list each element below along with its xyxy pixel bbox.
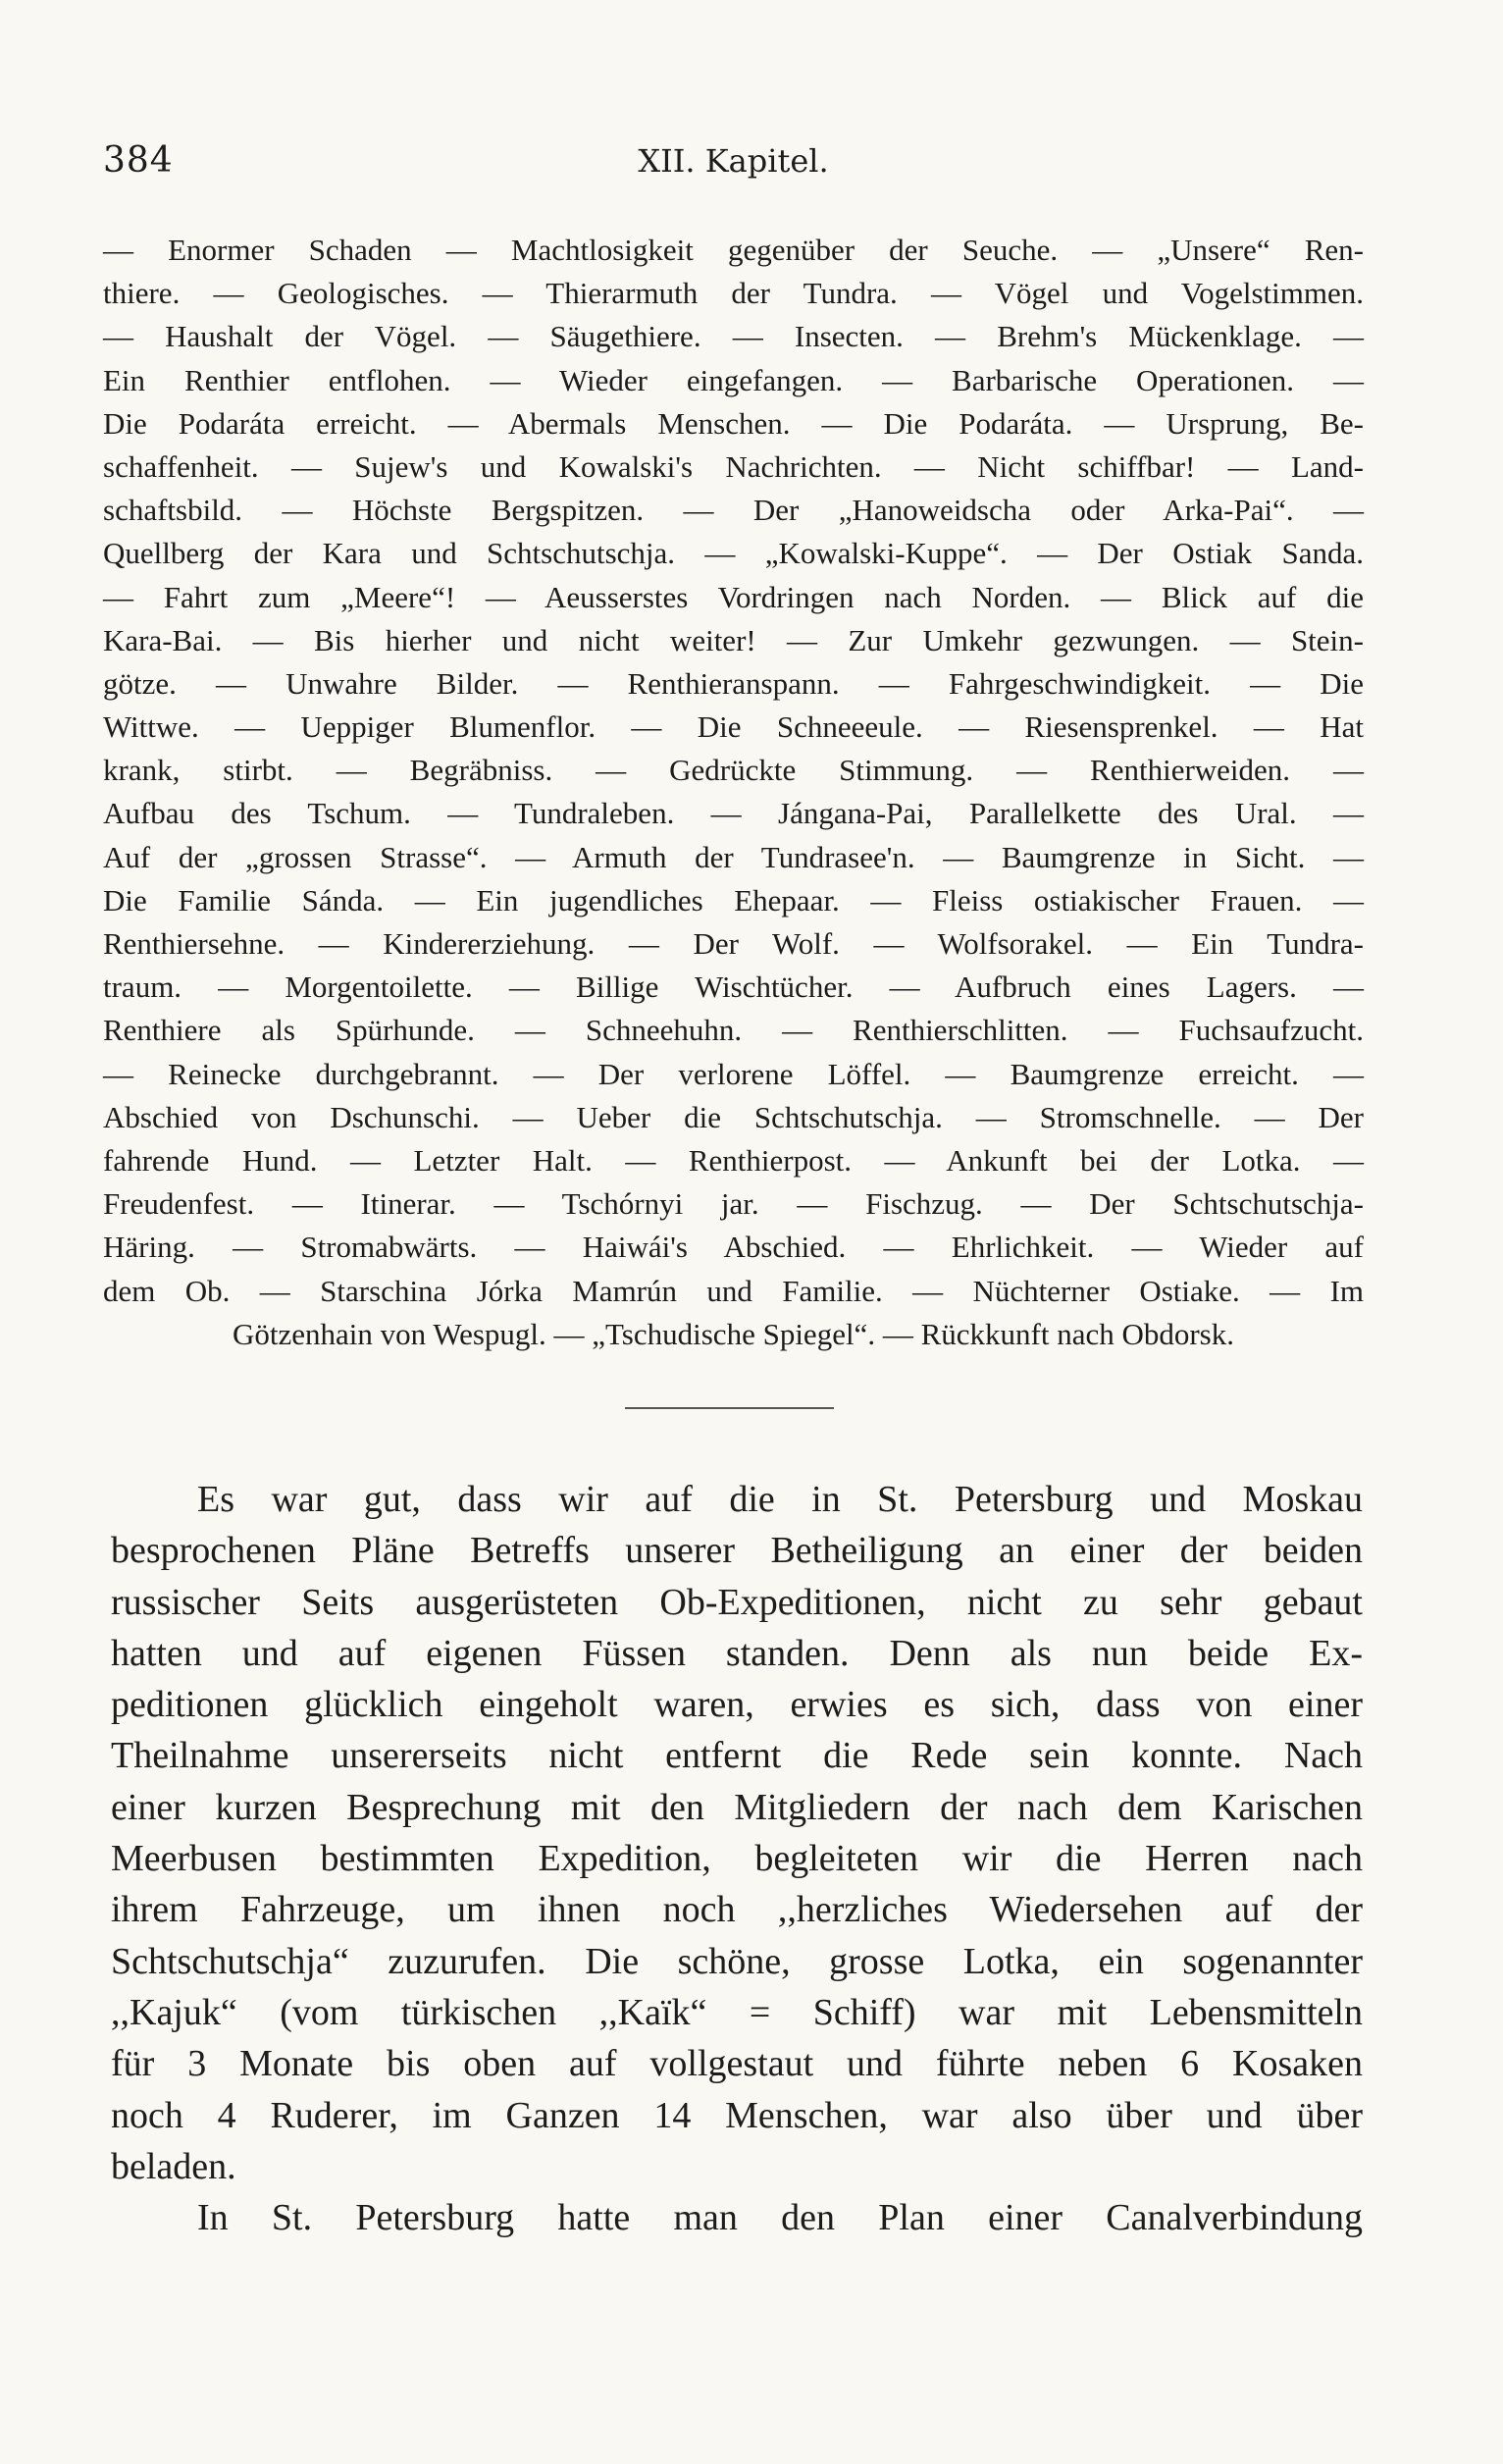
summary-line: schaffenheit. — Sujew's und Kowalski's Nachrichten. — Nicht schiffbar! — Land- [103,448,1364,484]
body-line: Theilnahme unsererseits nicht entfernt die Rede sein konnte. Nach [111,1735,1363,1777]
summary-line: Häring. — Stromabwärts. — Haiwái's Abschied. — Ehrlichkeit. — Wieder auf [103,1230,1364,1265]
body-line: In St. Petersburg hatte man den Plan einer Canalverbindung [197,2197,1363,2239]
body-line: ,,Kajuk“ (vom türkischen ,,Kaïk“ = Schiff) war mit Lebensmitteln [111,1991,1363,2033]
summary-line: Abschied von Dschunschi. — Ueber die Schtschutschja. — Stromschnelle. — Der [103,1099,1364,1134]
body-line: beladen. [111,2145,236,2187]
chapter-summary [103,229,1364,1356]
body-line: ihrem Fahrzeuge, um ihnen noch ,,herzliches Wiedersehen auf der [111,1889,1363,1931]
body-line: hatten und auf eigenen Füssen standen. Denn als nun beide Ex- [111,1632,1363,1674]
body-line: peditionen glücklich eingeholt waren, erwies es sich, dass von einer [111,1684,1363,1726]
body-line: russischer Seits ausgerüsteten Ob-Expeditionen, nicht zu sehr gebaut [111,1581,1363,1623]
body-line: Es war gut, dass wir auf die in St. Petersburg und Moskau [197,1479,1363,1520]
summary-line: dem Ob. — Starschina Jórka Mamrún und Familie. — Nüchterner Ostiake. — Im [103,1273,1364,1308]
summary-line: Die Podaráta erreicht. — Abermals Menschen. — Die Podaráta. — Ursprung, Be- [103,405,1364,441]
body-line: noch 4 Ruderer, im Ganzen 14 Menschen, war also über und über [111,2094,1363,2136]
summary-line: Kara-Bai. — Bis hierher und nicht weiter! — Zur Umkehr gezwungen. — Stein- [103,622,1364,657]
summary-line: schaftsbild. — Höchste Bergspitzen. — Der „Hanoweidscha oder Arka-Pai“. — [103,493,1364,528]
summary-line: thiere. — Geologisches. — Thierarmuth der Tundra. — Vögel und Vogelstimmen. [103,276,1364,311]
page-number: 384 [103,140,174,181]
summary-line: Götzenhain von Wespugl. — „Tschudische Spiegel“. — Rückkunft nach Obdorsk. [232,1316,1234,1351]
section-divider [625,1407,834,1409]
body-paragraphs [111,1474,1363,2243]
body-line: Meerbusen bestimmten Expedition, begleiteten wir die Herren nach [111,1838,1363,1880]
summary-line: — Reinecke durchgebrannt. — Der verlorene Löffel. — Baumgrenze erreicht. — [103,1056,1364,1091]
summary-line: Freudenfest. — Itinerar. — Tschórnyi jar. — Fischzug. — Der Schtschutschja- [103,1186,1364,1222]
summary-line: Wittwe. — Ueppiger Blumenflor. — Die Schneeeule. — Riesensprenkel. — Hat [103,709,1364,745]
summary-line: Quellberg der Kara und Schtschutschja. — „Kowalski-Kuppe“. — Der Ostiak Sanda. [103,536,1364,571]
body-line: für 3 Monate bis oben auf vollgestaut und führte neben 6 Kosaken [111,2043,1363,2085]
summary-line: krank, stirbt. — Begräbniss. — Gedrückte Stimmung. — Renthierweiden. — [103,753,1364,788]
summary-line: — Enormer Schaden — Machtlosigkeit gegenüber der Seuche. — „Unsere“ Ren- [103,233,1364,267]
summary-line: Renthiere als Spürhunde. — Schneehuhn. — Renthierschlitten. — Fuchsaufzucht. [103,1013,1364,1048]
summary-line: — Fahrt zum „Meere“! — Aeusserstes Vordringen nach Norden. — Blick auf die [103,579,1364,614]
summary-line: Renthiersehne. — Kindererziehung. — Der Wolf. — Wolfsorakel. — Ein Tundra- [103,926,1364,961]
summary-line: Die Familie Sánda. — Ein jugendliches Ehepaar. — Fleiss ostiakischer Frauen. — [103,882,1364,917]
body-line: einer kurzen Besprechung mit den Mitgliedern der nach dem Karischen [111,1786,1363,1828]
body-line: besprochenen Pläne Betreffs unserer Betheiligung an einer der beiden [111,1530,1363,1572]
summary-line: fahrende Hund. — Letzter Halt. — Renthierpost. — Ankunft bei der Lotka. — [103,1142,1364,1178]
running-head [103,140,1364,199]
summary-line: traum. — Morgentoilette. — Billige Wischtücher. — Aufbruch eines Lagers. — [103,970,1364,1005]
summary-line: Auf der „grossen Strasse“. — Armuth der Tundrasee'n. — Baumgrenze in Sicht. — [103,839,1364,874]
chapter-title: XII. Kapitel. [638,142,829,180]
summary-line: — Haushalt der Vögel. — Säugethiere. — Insecten. — Brehm's Mückenklage. — [103,319,1364,354]
summary-line: götze. — Unwahre Bilder. — Renthieranspann. — Fahrgeschwindigkeit. — Die [103,665,1364,701]
summary-line: Aufbau des Tschum. — Tundraleben. — Jángana-Pai, Parallelkette des Ural. — [103,796,1364,831]
summary-line: Ein Renthier entflohen. — Wieder eingefangen. — Barbarische Operationen. — [103,362,1364,397]
body-line: Schtschutschja“ zuzurufen. Die schöne, grosse Lotka, ein sogenannter [111,1940,1363,1982]
